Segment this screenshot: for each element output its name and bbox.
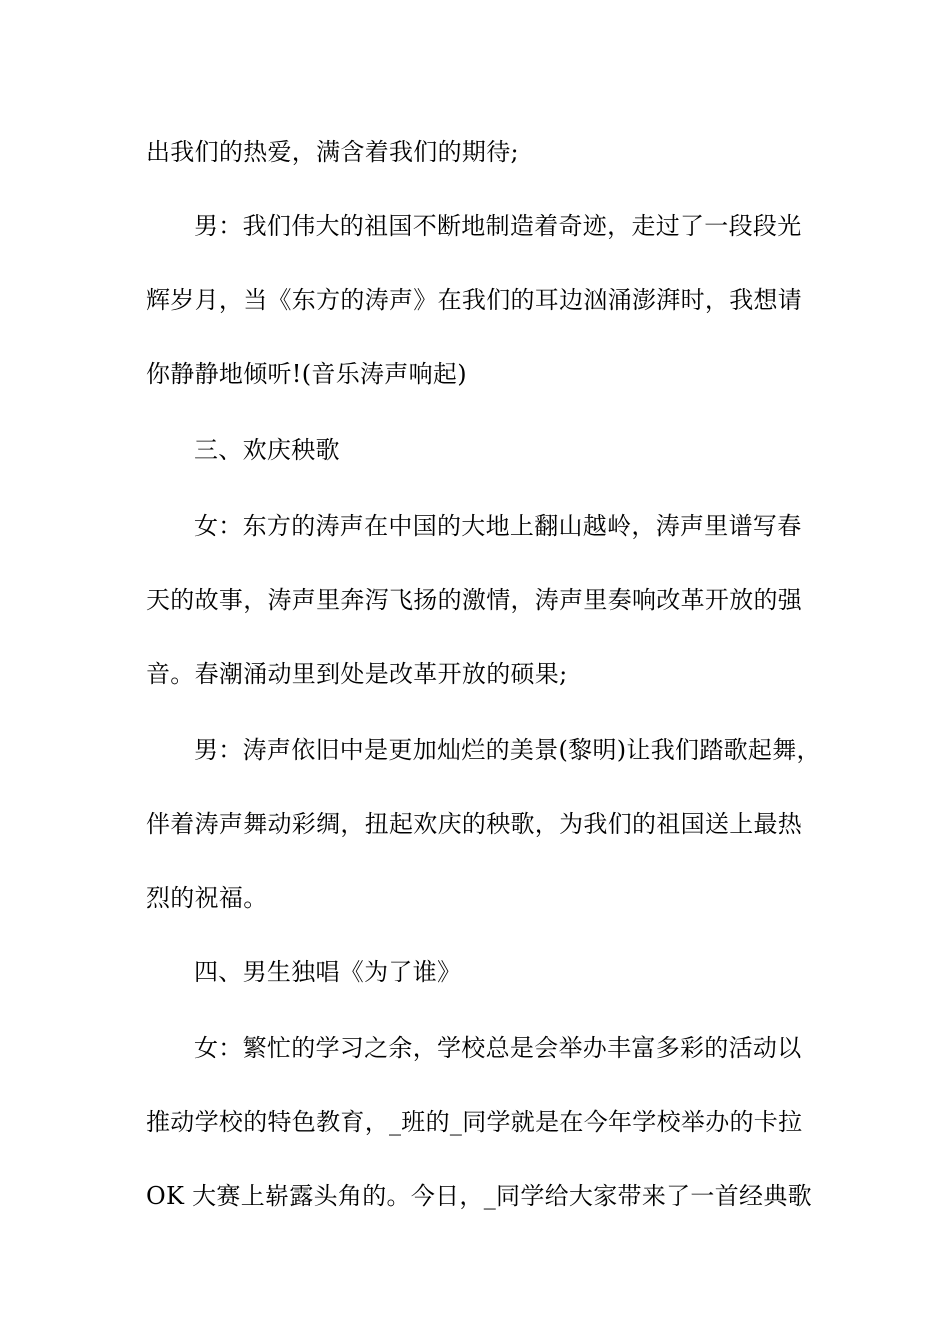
text-line: 辉岁月，当《东方的涛声》在我们的耳边汹涌澎湃时，我想请 — [146, 286, 803, 314]
text-line: 音。春潮涌动里到处是改革开放的硕果; — [146, 660, 568, 688]
text-line: 你静静地倾听!(音乐涛声响起) — [146, 360, 467, 388]
section-heading: 三、欢庆秧歌 — [194, 436, 340, 464]
text-line: 伴着涛声舞动彩绸，扭起欢庆的秧歌，为我们的祖国送上最热 — [146, 810, 803, 838]
text-line: 女：繁忙的学习之余，学校总是会举办丰富多彩的活动以 — [194, 1034, 802, 1062]
text-line: 天的故事，涛声里奔泻飞扬的激情，涛声里奏响改革开放的强 — [146, 586, 803, 614]
text-line: 推动学校的特色教育，_班的_同学就是在今年学校举办的卡拉 — [146, 1108, 803, 1136]
text-line: 男：我们伟大的祖国不断地制造着奇迹，走过了一段段光 — [194, 212, 802, 240]
section-heading: 四、男生独唱《为了谁》 — [194, 958, 462, 986]
text-line: 烈的祝福。 — [146, 884, 268, 912]
text-line: 出我们的热爱，满含着我们的期待; — [146, 138, 519, 166]
text-line: 男：涛声依旧中是更加灿烂的美景(黎明)让我们踏歌起舞， — [194, 736, 821, 764]
text-line: 女：东方的涛声在中国的大地上翻山越岭，涛声里谱写春 — [194, 512, 802, 540]
text-line: OK 大赛上崭露头角的。今日，_同学给大家带来了一首经典歌 — [146, 1182, 812, 1210]
